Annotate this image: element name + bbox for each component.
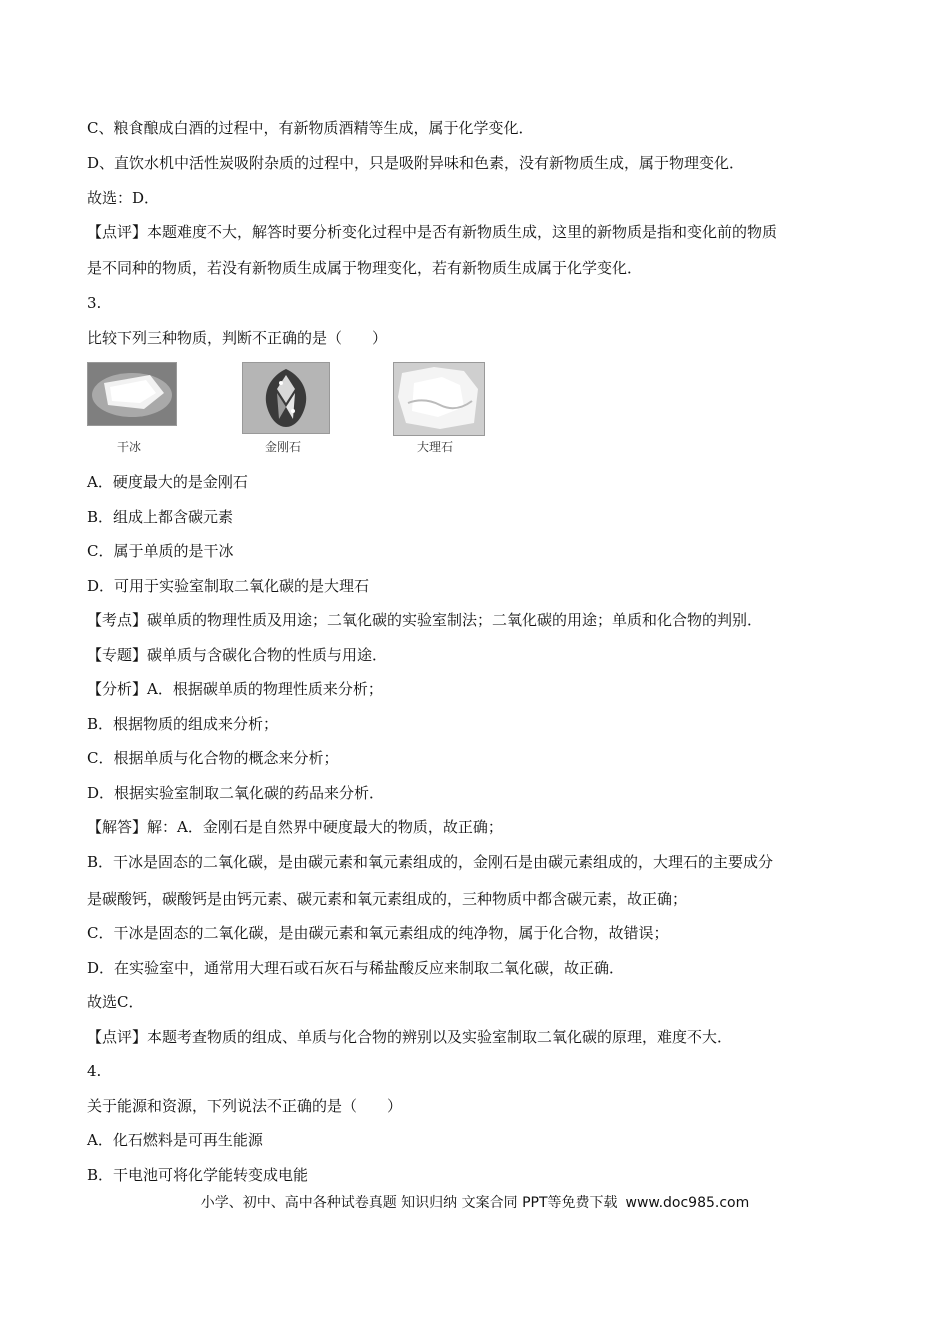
text-line: 【点评】本题难度不大，解答时要分析变化过程中是否有新物质生成，这里的新物质是指和变化前的物质 xyxy=(87,223,778,241)
option-a: A．硬度最大的是金刚石 xyxy=(87,473,248,491)
diamond-photo-icon xyxy=(242,362,330,434)
dry-ice-photo-icon xyxy=(87,362,177,426)
text-line: C．根据单质与化合物的概念来分析； xyxy=(87,749,339,767)
question-number: 3. xyxy=(87,294,102,312)
marble-photo-icon xyxy=(393,362,485,436)
text-line: D、直饮水机中活性炭吸附杂质的过程中，只是吸附异味和色素，没有新物质生成，属于物理变化． xyxy=(87,154,745,172)
text-line: 故选：D． xyxy=(87,189,160,207)
text-line: B．干冰是固态的二氧化碳，是由碳元素和氧元素组成的，金刚石是由碳元素组成的，大理石的主要成分 xyxy=(87,853,774,871)
text-line: B．根据物质的组成来分析； xyxy=(87,715,279,733)
dianping: 【点评】本题考查物质的组成、单质与化合物的辨别以及实验室制取二氧化碳的原理，难度不大． xyxy=(87,1028,733,1046)
figure-caption: 干冰 xyxy=(117,440,142,454)
figure-caption: 大理石 xyxy=(417,440,454,454)
fenxi: 【分析】A．根据碳单质的物理性质来分析； xyxy=(87,680,383,698)
question-stem: 比较下列三种物质，判断不正确的是（ ） xyxy=(87,329,388,347)
figure-caption: 金刚石 xyxy=(265,440,302,454)
zhuanti: 【专题】碳单质与含碳化合物的性质与用途． xyxy=(87,646,388,664)
text-line: 故选C． xyxy=(87,993,144,1011)
text-line: D．根据实验室制取二氧化碳的药品来分析． xyxy=(87,784,385,802)
option-a: A．化石燃料是可再生能源 xyxy=(87,1131,263,1149)
figure-marble xyxy=(393,362,487,452)
jieda: 【解答】解：A．金刚石是自然界中硬度最大的物质，故正确； xyxy=(87,818,503,836)
text-line: C、粮食酿成白酒的过程中，有新物质酒精等生成，属于化学变化． xyxy=(87,119,534,137)
option-c: C．属于单质的是干冰 xyxy=(87,542,234,560)
footer-text: 小学、初中、高中各种试卷真题 知识归纳 文案合同 PPT等免费下载 xyxy=(200,1195,618,1211)
text-line: 是不同种的物质，若没有新物质生成属于物理变化，若有新物质生成属于化学变化． xyxy=(87,259,643,277)
option-d: D．可用于实验室制取二氧化碳的是大理石 xyxy=(87,577,370,595)
figure-diamond xyxy=(242,362,332,452)
option-b: B．干电池可将化学能转变成电能 xyxy=(87,1166,309,1184)
question-stem: 关于能源和资源，下列说法不正确的是（ ） xyxy=(87,1097,403,1115)
figure-dry-ice xyxy=(87,362,179,452)
question-number: 4. xyxy=(87,1062,102,1080)
footer-url[interactable]: www.doc985.com xyxy=(625,1195,750,1211)
text-line: D．在实验室中，通常用大理石或石灰石与稀盐酸反应来制取二氧化碳，故正确． xyxy=(87,959,625,977)
page-footer xyxy=(0,1192,950,1212)
substance-figures xyxy=(87,362,487,454)
text-line: 是碳酸钙，碳酸钙是由钙元素、碳元素和氧元素组成的，三种物质中都含碳元素，故正确； xyxy=(87,890,688,908)
kaodian: 【考点】碳单质的物理性质及用途；二氧化碳的实验室制法；二氧化碳的用途；单质和化合物的判别． xyxy=(87,611,763,629)
text-line: C．干冰是固态的二氧化碳，是由碳元素和氧元素组成的纯净物，属于化合物，故错误； xyxy=(87,924,669,942)
option-b: B．组成上都含碳元素 xyxy=(87,508,234,526)
